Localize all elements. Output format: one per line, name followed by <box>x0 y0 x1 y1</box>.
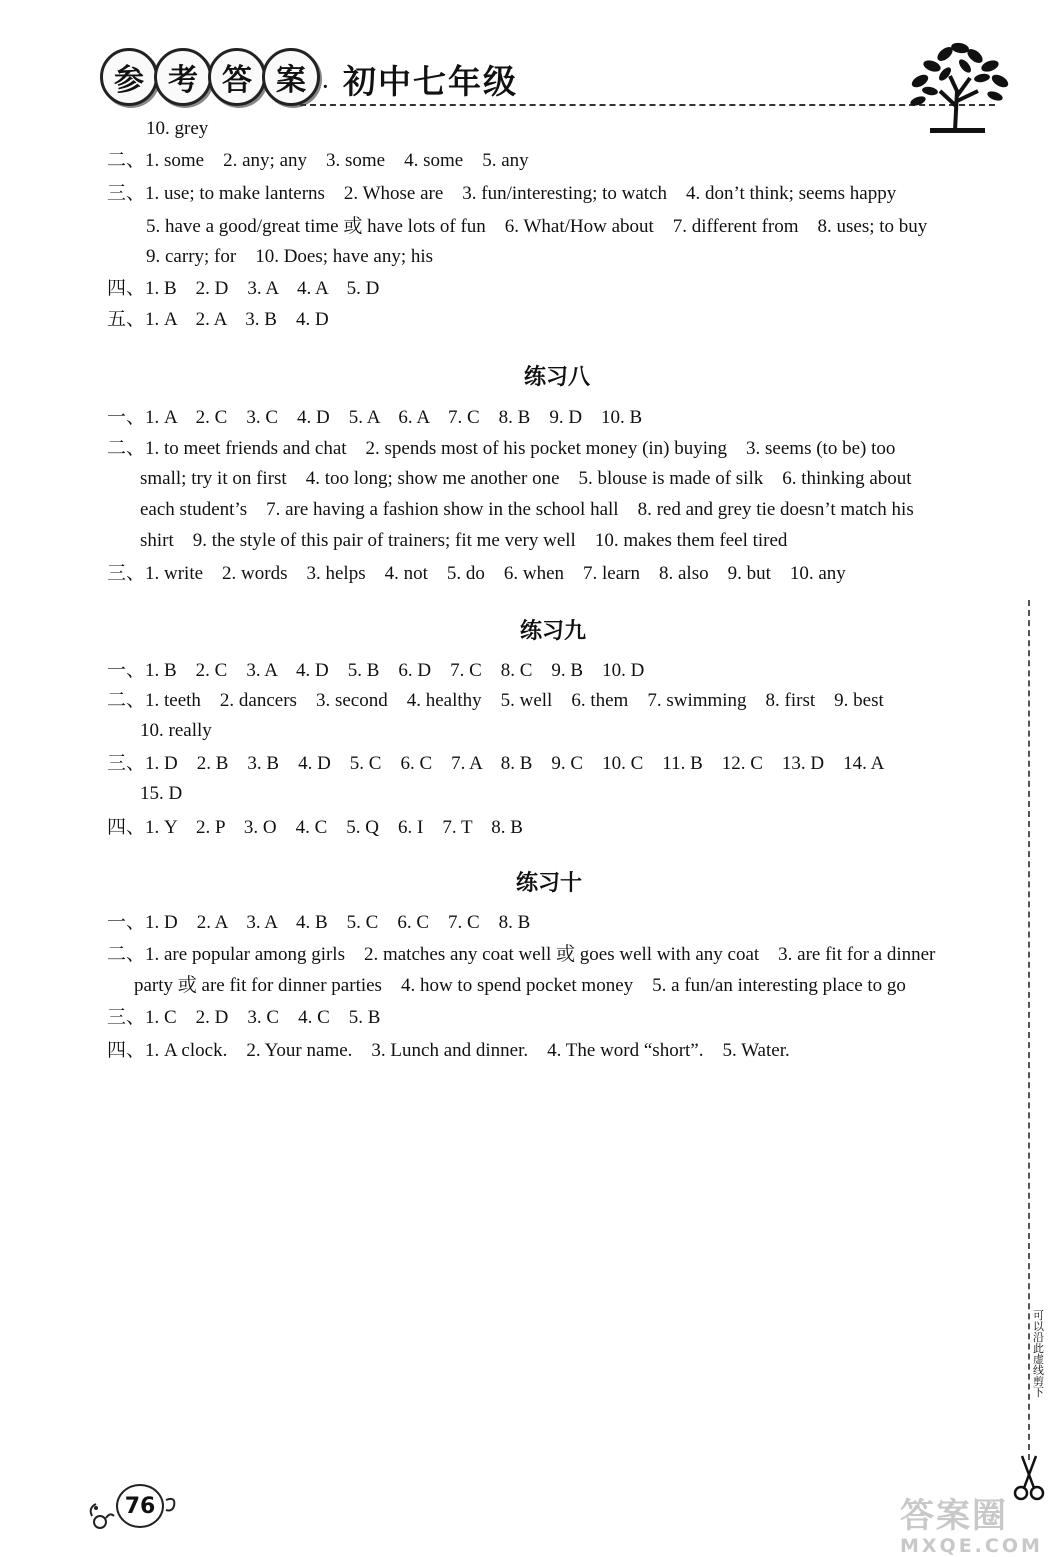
header-grade: 初中七年级 <box>343 62 518 101</box>
section-title: 练习十 <box>516 871 583 896</box>
watermark <box>900 1488 1043 1557</box>
watermark-url: MXQE.COM <box>900 1535 1043 1557</box>
answer-line: 一、1. A 2. C 3. C 4. D 5. A 6. A 7. C 8. B 9. D 10. B <box>107 407 643 428</box>
answer-line: 9. carry; for 10. Does; have any; his <box>146 246 434 267</box>
page-number-badge <box>86 1478 186 1536</box>
answer-line: 三、1. write 2. words 3. helps 4. not 5. do 6. when 7. learn 8. also 9. but 10. any <box>107 563 846 584</box>
header-badge-1: 参 <box>100 48 158 106</box>
answer-line: 四、1. Y 2. P 3. O 4. C 5. Q 6. I 7. T 8. B <box>107 817 523 838</box>
section-title: 练习九 <box>520 619 587 644</box>
answer-line: 15. D <box>140 783 183 804</box>
answer-line: 二、1. are popular among girls 2. matches any coat well 或 goes well with any coat 3. are fit for a dinner <box>107 944 936 965</box>
cut-dashed-line <box>1028 600 1030 1460</box>
answer-line: 二、1. to meet friends and chat 2. spends most of his pocket money (in) buying 3. seems (to be) too <box>107 438 896 459</box>
answer-line: 一、1. D 2. A 3. A 4. B 5. C 6. C 7. C 8. B <box>107 912 531 933</box>
header-separator: · <box>322 76 329 98</box>
answer-line: 三、1. C 2. D 3. C 4. C 5. B <box>107 1007 381 1028</box>
header-badge-3: 答 <box>208 48 266 106</box>
answer-line: 五、1. A 2. A 3. B 4. D <box>107 309 329 330</box>
cut-note: 可以沿此虚线剪下 <box>1033 1309 1044 1399</box>
answer-line: 三、1. use; to make lanterns 2. Whose are 3. fun/interesting; to watch 4. don’t think; seems happy <box>107 183 897 204</box>
header-badge-4: 案 <box>262 48 320 106</box>
answer-line: 二、1. some 2. any; any 3. some 4. some 5. any <box>107 150 529 171</box>
answer-line: party 或 are fit for dinner parties 4. how to spend pocket money 5. a fun/an interesting place to go <box>134 975 906 996</box>
page-header <box>100 48 1040 138</box>
tree-icon <box>900 36 1015 136</box>
answer-line: 10. grey <box>146 118 209 139</box>
answer-line: shirt 9. the style of this pair of trainers; fit me very well 10. makes them feel tired <box>140 530 788 551</box>
answer-line: 5. have a good/great time 或 have lots of fun 6. What/How about 7. different from 8. uses; to buy <box>146 216 928 237</box>
answer-line: 一、1. B 2. C 3. A 4. D 5. B 6. D 7. C 8. C 9. B 10. D <box>107 660 645 681</box>
answer-line: small; try it on first 4. too long; show me another one 5. blouse is made of silk 6. thinking about <box>140 468 912 489</box>
answer-line: 四、1. B 2. D 3. A 4. A 5. D <box>107 278 380 299</box>
answer-line: 二、1. teeth 2. dancers 3. second 4. healthy 5. well 6. them 7. swimming 8. first 9. best <box>107 690 884 711</box>
watermark-title: 答案圈 <box>900 1496 1008 1536</box>
header-dashed-rule <box>300 104 995 106</box>
header-badge-2: 考 <box>154 48 212 106</box>
section-title: 练习八 <box>524 365 591 390</box>
answer-line: 三、1. D 2. B 3. B 4. D 5. C 6. C 7. A 8. B 9. C 10. C 11. B 12. C 13. D 14. A <box>107 753 885 774</box>
answer-line: each student’s 7. are having a fashion show in the school hall 8. red and grey tie doesn’t match his <box>140 499 914 520</box>
answer-line: 四、1. A clock. 2. Your name. 3. Lunch and dinner. 4. The word “short”. 5. Water. <box>107 1040 790 1061</box>
page-number: 76 <box>116 1484 164 1528</box>
answer-line: 10. really <box>140 720 212 741</box>
